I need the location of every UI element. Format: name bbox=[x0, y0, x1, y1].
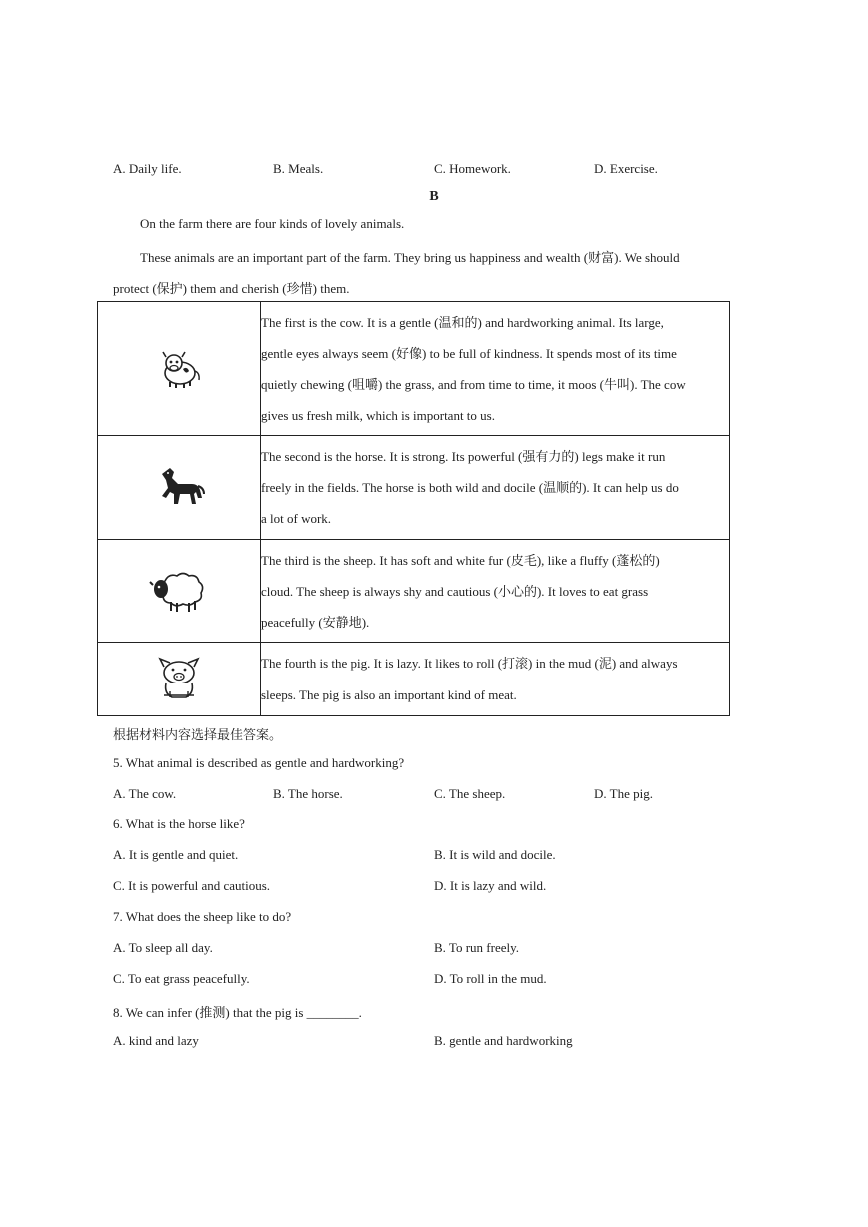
pig-description bbox=[261, 643, 730, 716]
pig-line-1: The fourth is the pig. It is lazy. It likes to roll (打滚) in the mud (泥) and always bbox=[261, 656, 678, 671]
table-row-horse bbox=[98, 436, 730, 540]
question-6-stem: 6. What is the horse like? bbox=[113, 816, 245, 831]
intro-paragraph-1: On the farm there are four kinds of lovely animals. bbox=[140, 216, 405, 231]
horse-line-1: The second is the horse. It is strong. Its powerful (强有力的) legs make it run bbox=[261, 449, 666, 464]
cow-description bbox=[261, 302, 730, 436]
table-row-pig bbox=[98, 643, 730, 716]
q6-option-d[interactable]: D. It is lazy and wild. bbox=[434, 878, 547, 893]
table-row-cow bbox=[98, 302, 730, 436]
cow-icon bbox=[156, 349, 202, 389]
cow-line-1: The first is the cow. It is a gentle (温和的) and hardworking animal. Its large, bbox=[261, 314, 664, 330]
prev-option-d: D. Exercise. bbox=[594, 161, 658, 176]
q7-option-c[interactable]: C. To eat grass peacefully. bbox=[113, 971, 250, 986]
q5-option-b[interactable]: B. The horse. bbox=[273, 786, 343, 801]
question-7-stem: 7. What does the sheep like to do? bbox=[113, 909, 292, 924]
cow-line-3: quietly chewing (咀嚼) the grass, and from time to time, it moos (牛叫). The cow bbox=[261, 376, 686, 392]
q8-option-b[interactable]: B. gentle and hardworking bbox=[434, 1033, 573, 1048]
prev-option-a: A. Daily life. bbox=[113, 161, 182, 176]
prev-option-b: B. Meals. bbox=[273, 161, 324, 176]
cow-line-4: gives us fresh milk, which is important to us. bbox=[261, 407, 495, 423]
table-row-sheep bbox=[98, 540, 730, 643]
cow-cell bbox=[98, 302, 261, 436]
q6-option-c[interactable]: C. It is powerful and cautious. bbox=[113, 878, 271, 893]
q7-option-a[interactable]: A. To sleep all day. bbox=[113, 940, 213, 955]
pig-cell bbox=[98, 643, 261, 716]
question-8-stem: 8. We can infer (推测) that the pig is ________. bbox=[113, 1005, 362, 1020]
q6-option-b[interactable]: B. It is wild and docile. bbox=[434, 847, 556, 862]
sheep-icon bbox=[149, 569, 209, 613]
cow-line-2: gentle eyes always seem (好像) to be full of kindness. It spends most of its time bbox=[261, 345, 677, 361]
horse-description bbox=[261, 436, 730, 540]
q8-option-a[interactable]: A. kind and lazy bbox=[113, 1033, 199, 1048]
intro-paragraph-2-line-1: These animals are an important part of the farm. They bring us happiness and wealth (财富). We should bbox=[140, 250, 680, 265]
q7-option-b[interactable]: B. To run freely. bbox=[434, 940, 520, 955]
sheep-line-1: The third is the sheep. It has soft and white fur (皮毛), like a fluffy (蓬松的) bbox=[261, 552, 660, 568]
sheep-line-2: cloud. The sheep is always shy and cautious (小心的). It loves to eat grass bbox=[261, 583, 649, 599]
pig-line-2: sleeps. The pig is also an important kind of meat. bbox=[261, 687, 517, 702]
horse-cell bbox=[98, 436, 261, 540]
horse-icon bbox=[152, 464, 206, 512]
horse-line-3: a lot of work. bbox=[261, 511, 332, 526]
animal-table bbox=[97, 301, 730, 716]
pig-icon bbox=[154, 657, 204, 701]
question-5-stem: 5. What animal is described as gentle and hardworking? bbox=[113, 755, 405, 770]
prev-option-c: C. Homework. bbox=[434, 161, 511, 176]
q7-option-d[interactable]: D. To roll in the mud. bbox=[434, 971, 547, 986]
horse-line-2: freely in the fields. The horse is both wild and docile (温顺的). It can help us do bbox=[261, 480, 679, 495]
instruction: 根据材料内容选择最佳答案。 bbox=[113, 727, 283, 742]
intro-paragraph-2-line-2: protect (保护) them and cherish (珍惜) them. bbox=[113, 281, 350, 296]
q5-option-c[interactable]: C. The sheep. bbox=[434, 786, 506, 801]
q5-option-d[interactable]: D. The pig. bbox=[594, 786, 653, 801]
q6-option-a[interactable]: A. It is gentle and quiet. bbox=[113, 847, 239, 862]
sheep-line-3: peacefully (安静地). bbox=[261, 614, 370, 630]
sheep-description bbox=[261, 540, 730, 643]
sheep-cell bbox=[98, 540, 261, 643]
section-label: B bbox=[429, 189, 439, 204]
q5-option-a[interactable]: A. The cow. bbox=[113, 786, 177, 801]
